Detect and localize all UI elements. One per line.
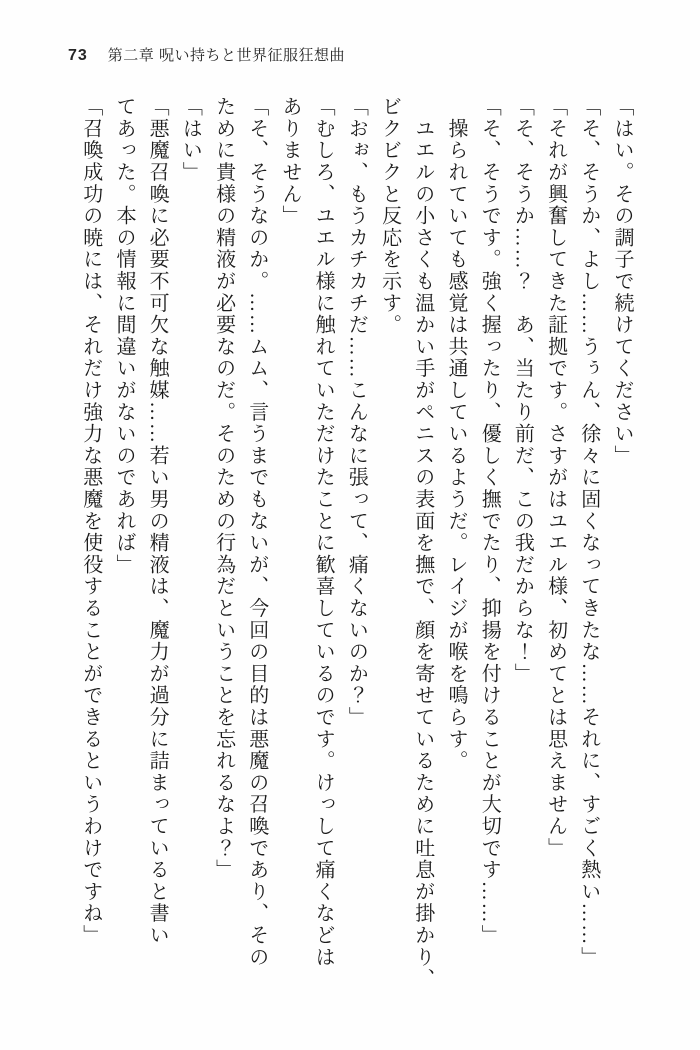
running-head: [68, 44, 345, 65]
text-line: 「そ、そうです。強く握ったり、優しく撫でたり、抑揚を付けることが大切です……」: [478, 96, 501, 947]
text-line: ユエルの小さくも温かい手がペニスの表面を撫で、顔を寄せているために吐息が掛かり、: [411, 96, 434, 990]
text-line: 「おぉ、もうカチカチだ……こんなに張って、痛くないのか？」: [345, 96, 368, 729]
text-line: 「はい」: [179, 96, 202, 184]
text-line: 「はい。その調子で続けてください」: [611, 96, 633, 467]
text-line: ありません」: [278, 96, 301, 227]
text-line: ために貴様の精液が必要なのだ。そのための行為だということを忘れるなよ？」: [212, 96, 235, 881]
text-line: 操られていても感覚は共通しているようだ。レイジが喉を鳴らす。: [444, 96, 467, 772]
text-line: 「そ、そうか……？ あ、当たり前だ、この我だからな！」: [511, 96, 534, 685]
text-line: 「そ、そうか、よし……うぅん、徐々に固くなってきたな……それに、すごく熱い……」: [577, 96, 600, 968]
text-line: ビクビクと反応を示す。: [378, 96, 401, 336]
text-line: 「そ、そうなのか。……ムム、言うまでもないが、今回の目的は悪魔の召喚であり、その: [245, 96, 268, 968]
text-line: 「それが興奮してきた証拠です。さすがはユエル様、初めてとは思えません」: [544, 96, 567, 859]
text-line: 「悪魔召喚に必要不可欠な触媒……若い男の精液は、魔力が過分に詰まっていると書い: [146, 96, 169, 947]
text-line: 「召喚成功の暁には、それだけ強力な悪魔を使役することができるというわけですね」: [79, 96, 102, 947]
page-number: 73: [68, 47, 88, 64]
chapter-title: 第二章 呪い持ちと世界征服狂想曲: [107, 47, 345, 64]
text-line: 「むしろ、ユエル様に触れていただけたことに歓喜しているのです。けっして痛くなどは: [312, 96, 335, 968]
body-text: [74, 96, 638, 1001]
text-line: てあった。本の情報に間違いがないのであれば」: [112, 96, 135, 576]
